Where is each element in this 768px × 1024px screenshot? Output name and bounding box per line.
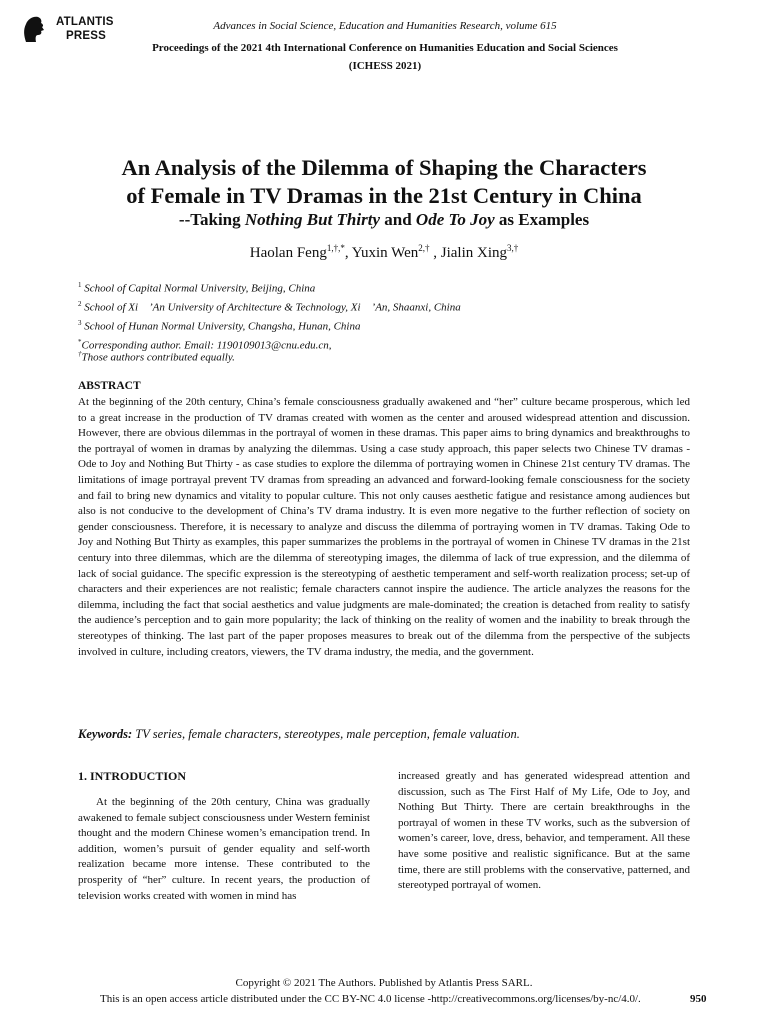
abstract-heading: ABSTRACT	[78, 380, 141, 392]
title-line2: of Female in TV Dramas in the 21st Century in China	[126, 183, 642, 208]
affiliation-mark: 1	[78, 281, 82, 289]
logo-line1: ATLANTIS	[56, 16, 114, 28]
affiliation-text: School of Capital Normal University, Beijing, China	[84, 282, 316, 295]
subtitle-suffix: as Examples	[494, 210, 590, 229]
affiliation-line	[78, 316, 461, 335]
affiliation-line	[78, 278, 461, 297]
author-marks: 2,†	[418, 243, 430, 253]
author-list	[40, 243, 728, 262]
series-header: Advances in Social Science, Education and Humanities Research, volume 615	[213, 20, 557, 32]
author-name: Yuxin Wen	[351, 245, 419, 261]
intro-left-column: At the beginning of the 20th century, China was gradually awakened to female subject consciousness under Western feminist thought and the modern Chinese women’s emancipation trend. In addition, women’s pursuit of gender equality and self-worth realization became more intense. These contributed to the prosperity of “her” culture. In recent years, the production of television works created with women in mind has	[78, 796, 370, 902]
corresponding-author: Corresponding author. Email: 1190109013@cnu.edu.cn,	[81, 340, 332, 353]
affiliations	[78, 278, 461, 355]
author-marks: 1,†,*	[326, 243, 345, 253]
affiliation-mark: 2	[78, 300, 82, 309]
affiliation-line	[78, 297, 461, 316]
subtitle-prefix: --Taking	[178, 210, 245, 229]
paper-subtitle	[40, 210, 728, 230]
author-separator: ,	[429, 245, 441, 261]
equal-mark: †	[78, 350, 82, 358]
keywords-list: TV series, female characters, stereotypes, male perception, female valuation.	[135, 727, 520, 741]
affiliation-text: School of Xi ’An University of Architecture & Technology, Xi ’An, Shaanxi, China	[84, 301, 461, 314]
keywords	[78, 727, 690, 742]
author-name: Haolan Feng	[249, 245, 327, 261]
subtitle-work1: Nothing But Thirty	[244, 210, 380, 229]
subtitle-and: and	[380, 210, 416, 229]
subtitle-work2: Ode To Joy	[415, 210, 495, 229]
author-marks: 3,†	[506, 243, 519, 253]
section-heading-introduction: 1. INTRODUCTION	[78, 769, 187, 783]
logo-line2: PRESS	[66, 30, 106, 42]
affiliation-text: School of Hunan Normal University, Changsha, Hunan, China	[84, 320, 361, 333]
publisher-logo	[20, 14, 120, 44]
affiliation-mark: 3	[78, 319, 82, 328]
equal-note-text: Those authors contributed equally.	[81, 351, 235, 364]
title-line1: An Analysis of the Dilemma of Shaping the Characters	[121, 155, 647, 180]
author-separator: ,	[344, 245, 352, 261]
paper-title	[40, 154, 728, 210]
keywords-label: Keywords:	[78, 727, 133, 741]
intro-right-column: increased greatly and has generated widespread attention and discussion, such as The First Half of My Life, Ode to Joy, and Nothing But Thirty. There are certain breakthroughs in the portrayal of women in these TV works, such as the subversion of women’s career, love, dress, behavior, and temperament. All these have some positive and realistic significance. But at the same time, there are still problems with the conservative, patterned, and stereotyped portrayal of women.	[398, 770, 690, 892]
proceedings-header: Proceedings of the 2021 4th International Conference on Humanities Education and Social Sciences (ICHESS 2021)	[152, 42, 618, 72]
abstract-body: At the beginning of the 20th century, China’s female consciousness gradually awakened and “her” culture became prosperous, which led to a great increase in the production of TV dramas created with women as the center and aroused widespread attention and discussion. However, there are obvious dilemmas in the portrayal of women in these dramas. This paper aims to bring dynamics and breakthroughs to the portrayal of women in dramas by analyzing the dilemmas. Using a case study approach, this paper selects two Chinese TV dramas - Ode to Joy and Nothing But Thirty - as case studies to explore the dilemma of portraying women in Chinese 21st century TV dramas. The limitations of image portrayal prevent TV dramas from spreading an advanced and forward-looking female consciousness for the society and fail to bring new dynamics and vitality to popular culture. This not only causes aesthetic fatigue and resistance among audiences but also is not conducive to the development of China’s TV drama industry. It is even more negative to the further reflection of society on gender consciousness. Therefore, it is necessary to analyze and discuss the dilemma of portraying women in TV dramas. Taking Ode to Joy and Nothing But Thirty as examples, this paper summarizes the problems in the portrayal of women in Chinese TV dramas in the 21st century into three dilemmas, which are the dilemma of stereotyping images, the dilemma of lack of true expression, and the dilemma of lack of social guidance. The specific expression is the stereotyping of aesthetic temperament and self-worth realization process; set-up of characters and their experiences are not realistic; female characters cannot inspire the audience. The article analyzes the reasons for the dilemma, including the fact that social aesthetics and value judgments are male-dominated; the creation is detached from reality to satisfy the audience’s perception and to gain more popularity; the lack of thinking on the reality of women and the inability to break through the stereotypes of thinking. The last part of the paper proposes measures to break out of the dilemma from the perspective of the subjects involved in culture, including creators, viewers, the TV drama industry, the media, and the government.	[78, 396, 690, 658]
page-number: 950	[690, 993, 707, 1005]
affiliation-mark: *	[78, 338, 82, 347]
equal-contribution-note	[78, 350, 235, 364]
author-name: Jialin Xing	[440, 245, 507, 261]
atlantis-head-icon	[20, 14, 50, 44]
license-notice: This is an open access article distributed under the CC BY-NC 4.0 license -http://creativecommons.org/licenses/by-nc/4.0/.	[100, 993, 641, 1005]
copyright-notice: Copyright © 2021 The Authors. Published by Atlantis Press SARL.	[235, 977, 533, 989]
